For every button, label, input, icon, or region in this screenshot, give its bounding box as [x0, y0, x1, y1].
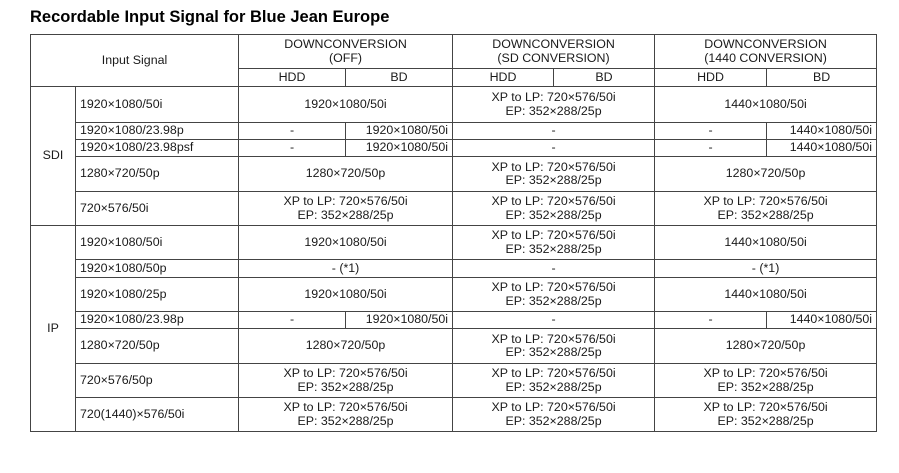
section-label-ip: IP	[31, 226, 76, 432]
input-signal-cell: 720×576/50i	[76, 192, 239, 226]
value-cell: -	[453, 140, 655, 157]
input-signal-cell: 1920×1080/50p	[76, 260, 239, 278]
value-line: EP: 352×288/25p	[505, 207, 602, 222]
value-cell	[453, 192, 655, 226]
input-signal-cell: 1920×1080/23.98psf	[76, 140, 239, 157]
value-cell: -	[453, 260, 655, 278]
header-row-groups	[31, 35, 877, 69]
value-cell: 1920×1080/50i	[239, 87, 453, 123]
header-input-signal: Input Signal	[31, 35, 239, 87]
value-line: EP: 352×288/25p	[505, 379, 602, 394]
value-line: XP to LP: 720×576/50i	[283, 366, 408, 380]
table-row	[31, 123, 877, 140]
value-line: EP: 352×288/25p	[297, 379, 394, 394]
header-group-off-line2: (OFF)	[329, 50, 363, 65]
value-cell: 1920×1080/50i	[346, 312, 453, 329]
input-signal-cell: 1920×1080/50i	[76, 226, 239, 260]
value-line: XP to LP: 720×576/50i	[491, 159, 616, 174]
value-line: EP: 352×288/25p	[505, 413, 602, 428]
header-hdd: HDD	[239, 69, 346, 87]
header-group-off	[239, 35, 453, 69]
value-line: XP to LP: 720×576/50i	[491, 400, 616, 414]
value-cell: 1440×1080/50i	[655, 278, 877, 312]
value-cell	[453, 87, 655, 123]
value-cell: 1280×720/50p	[239, 157, 453, 192]
value-cell: 1280×720/50p	[239, 329, 453, 364]
input-signal-cell: 720(1440)×576/50i	[76, 398, 239, 432]
value-line: XP to LP: 720×576/50i	[283, 194, 408, 208]
value-cell	[239, 192, 453, 226]
page-title: Recordable Input Signal for Blue Jean Europe	[30, 8, 390, 26]
value-cell: 1440×1080/50i	[655, 87, 877, 123]
value-cell: -	[655, 140, 767, 157]
table-row	[31, 260, 877, 278]
header-hdd: HDD	[453, 69, 554, 87]
value-line: XP to LP: 720×576/50i	[283, 400, 408, 414]
header-bd: BD	[346, 69, 453, 87]
value-cell: 1280×720/50p	[655, 329, 877, 364]
value-cell	[453, 364, 655, 398]
header-bd: BD	[767, 69, 877, 87]
value-cell	[239, 398, 453, 432]
value-cell: 1280×720/50p	[655, 157, 877, 192]
table-row	[31, 364, 877, 398]
value-line: EP: 352×288/25p	[505, 173, 602, 187]
value-cell: 1440×1080/50i	[767, 123, 877, 140]
value-cell: 1440×1080/50i	[655, 226, 877, 260]
input-signal-cell: 1280×720/50p	[76, 157, 239, 192]
value-line: EP: 352×288/25p	[505, 103, 602, 118]
table-row	[31, 226, 877, 260]
value-cell	[453, 226, 655, 260]
value-line: EP: 352×288/25p	[297, 413, 394, 428]
value-cell: - (*1)	[239, 260, 453, 278]
value-line: EP: 352×288/25p	[717, 413, 814, 428]
value-line: XP to LP: 720×576/50i	[491, 228, 616, 242]
header-group-sd-line1: DOWNCONVERSION	[492, 37, 615, 51]
value-line: XP to LP: 720×576/50i	[703, 194, 828, 208]
table-row	[31, 398, 877, 432]
input-signal-cell: 1920×1080/23.98p	[76, 123, 239, 140]
value-cell: 1920×1080/50i	[239, 226, 453, 260]
input-signal-cell: 1920×1080/50i	[76, 87, 239, 123]
table-row	[31, 312, 877, 329]
value-cell	[655, 192, 877, 226]
header-group-sd	[453, 35, 655, 69]
input-signal-cell: 1920×1080/25p	[76, 278, 239, 312]
value-line: EP: 352×288/25p	[297, 207, 394, 222]
header-group-off-line1: DOWNCONVERSION	[284, 37, 407, 51]
value-line: EP: 352×288/25p	[505, 293, 602, 308]
value-cell: -	[453, 123, 655, 140]
value-cell	[453, 278, 655, 312]
header-hdd: HDD	[655, 69, 767, 87]
value-cell: - (*1)	[655, 260, 877, 278]
value-cell	[655, 364, 877, 398]
value-line: XP to LP: 720×576/50i	[703, 366, 828, 380]
value-cell: 1920×1080/50i	[346, 140, 453, 157]
value-line: XP to LP: 720×576/50i	[491, 331, 616, 346]
value-cell	[453, 398, 655, 432]
header-group-sd-line2: (SD CONVERSION)	[497, 50, 610, 65]
value-cell: -	[655, 312, 767, 329]
value-line: EP: 352×288/25p	[505, 241, 602, 256]
value-line: EP: 352×288/25p	[505, 345, 602, 359]
section-label-sdi: SDI	[31, 87, 76, 226]
header-group-1440-line2: (1440 CONVERSION)	[704, 50, 827, 65]
table-row	[31, 140, 877, 157]
header-bd: BD	[554, 69, 655, 87]
value-cell: 1440×1080/50i	[767, 312, 877, 329]
value-line: XP to LP: 720×576/50i	[703, 400, 828, 414]
table-row	[31, 329, 877, 364]
input-signal-cell: 1280×720/50p	[76, 329, 239, 364]
value-line: XP to LP: 720×576/50i	[491, 366, 616, 380]
input-signal-cell: 1920×1080/23.98p	[76, 312, 239, 329]
value-cell	[655, 398, 877, 432]
header-group-1440-line1: DOWNCONVERSION	[704, 37, 827, 51]
value-cell: -	[239, 140, 346, 157]
value-cell: 1440×1080/50i	[767, 140, 877, 157]
table-row	[31, 278, 877, 312]
value-cell: -	[239, 123, 346, 140]
value-line: XP to LP: 720×576/50i	[491, 280, 616, 294]
value-cell: -	[239, 312, 346, 329]
value-line: EP: 352×288/25p	[717, 207, 814, 222]
recordable-input-signal-table	[30, 34, 877, 432]
value-cell	[453, 157, 655, 192]
table-row	[31, 87, 877, 123]
table-row	[31, 157, 877, 192]
value-cell: -	[453, 312, 655, 329]
value-cell: 1920×1080/50i	[239, 278, 453, 312]
value-cell	[239, 364, 453, 398]
value-line: XP to LP: 720×576/50i	[491, 90, 616, 104]
value-cell: 1920×1080/50i	[346, 123, 453, 140]
table-row	[31, 192, 877, 226]
value-cell: -	[655, 123, 767, 140]
input-signal-cell: 720×576/50p	[76, 364, 239, 398]
value-line: XP to LP: 720×576/50i	[491, 194, 616, 208]
value-cell	[453, 329, 655, 364]
header-group-1440	[655, 35, 877, 69]
value-line: EP: 352×288/25p	[717, 379, 814, 394]
